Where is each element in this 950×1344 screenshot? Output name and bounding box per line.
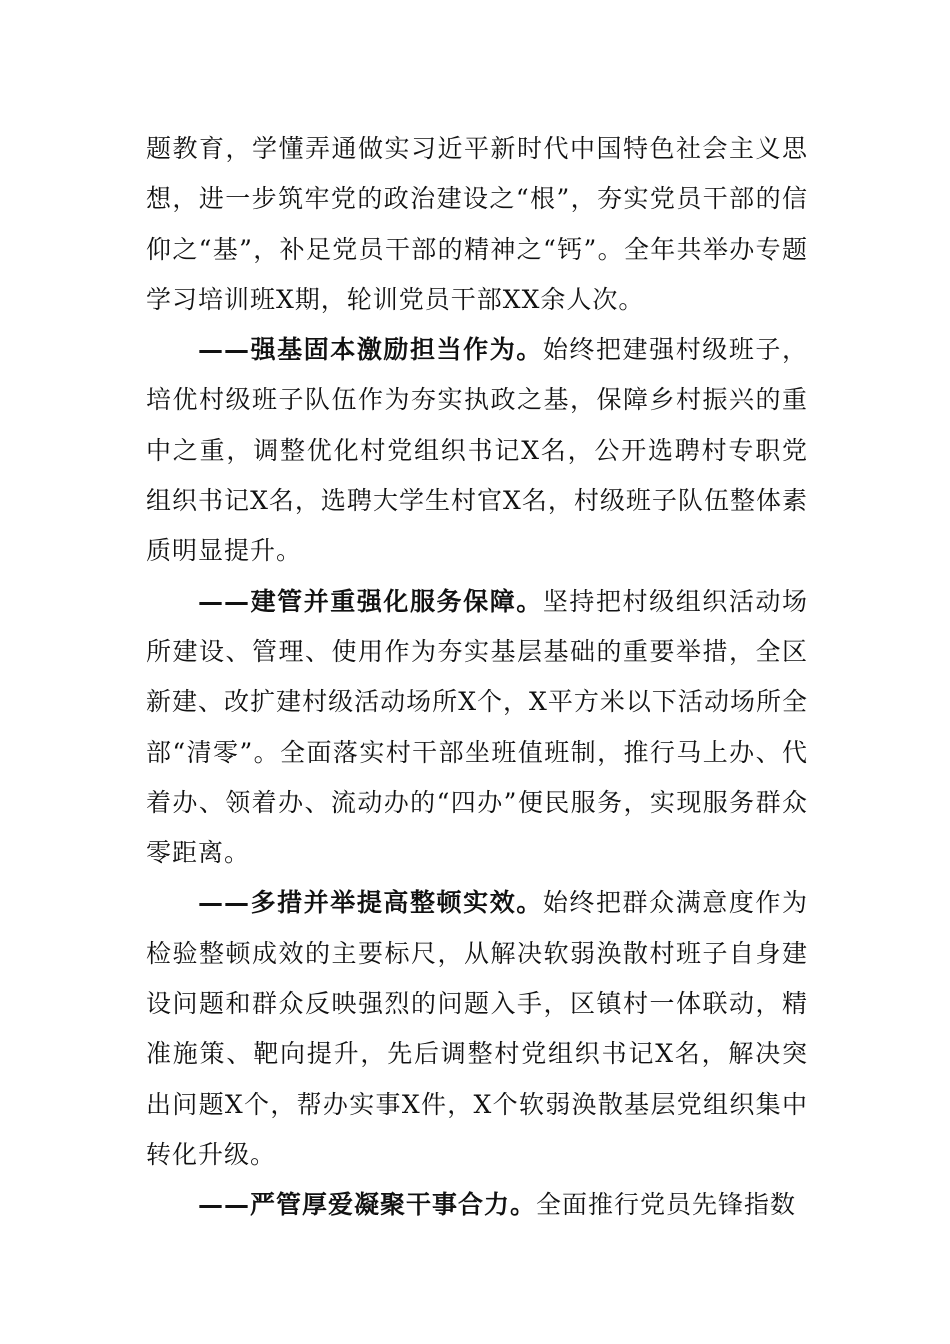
paragraph-text: 全面推行党员先锋指数 — [536, 1190, 797, 1220]
document-body — [146, 124, 808, 1231]
paragraph-continued-study — [146, 124, 808, 325]
paragraph-heading: ——强基固本激励担当作为。 — [198, 335, 543, 365]
paragraph-rectification-results — [146, 878, 808, 1180]
paragraph-text: 始终把群众满意度作为检验整顿成效的主要标尺，从解决软弱涣散村班子自身建设问题和群众反映强烈的问题入手，区镇村一体联动，精准施策、靶向提升，先后调整村党组织书记X名，解决突出问题X个，帮办实事X件，X个软弱涣散基层党组织集中转化升级。 — [146, 888, 808, 1169]
paragraph-heading: ——多措并举提高整顿实效。 — [198, 888, 543, 918]
paragraph-service-guarantee — [146, 577, 808, 879]
paragraph-strengthen-foundation — [146, 325, 808, 576]
paragraph-strict-management — [146, 1180, 808, 1230]
paragraph-heading: ——严管厚爱凝聚干事合力。 — [198, 1190, 537, 1220]
paragraph-text: 坚持把村级组织活动场所建设、管理、使用作为夯实基层基础的重要举措，全区新建、改扩建村级活动场所X个，X平方米以下活动场所全部“清零”。全面落实村干部坐班值班制，推行马上办、代着办、领着办、流动办的“四办”便民服务，实现服务群众零距离。 — [146, 586, 808, 868]
paragraph-text: 题教育，学懂弄通做实习近平新时代中国特色社会主义思想，进一步筑牢党的政治建设之“根”，夯实党员干部的信仰之“基”，补足党员干部的精神之“钙”。全年共举办专题学习培训班X期，轮训党员干部XX余人次。 — [146, 134, 808, 314]
paragraph-heading: ——建管并重强化服务保障。 — [198, 586, 543, 616]
paragraph-text: 始终把建强村级班子，培优村级班子队伍作为夯实执政之基，保障乡村振兴的重中之重，调整优化村党组织书记X名，公开选聘村专职党组织书记X名，选聘大学生村官X名，村级班子队伍整体素质明显提升。 — [146, 335, 808, 566]
